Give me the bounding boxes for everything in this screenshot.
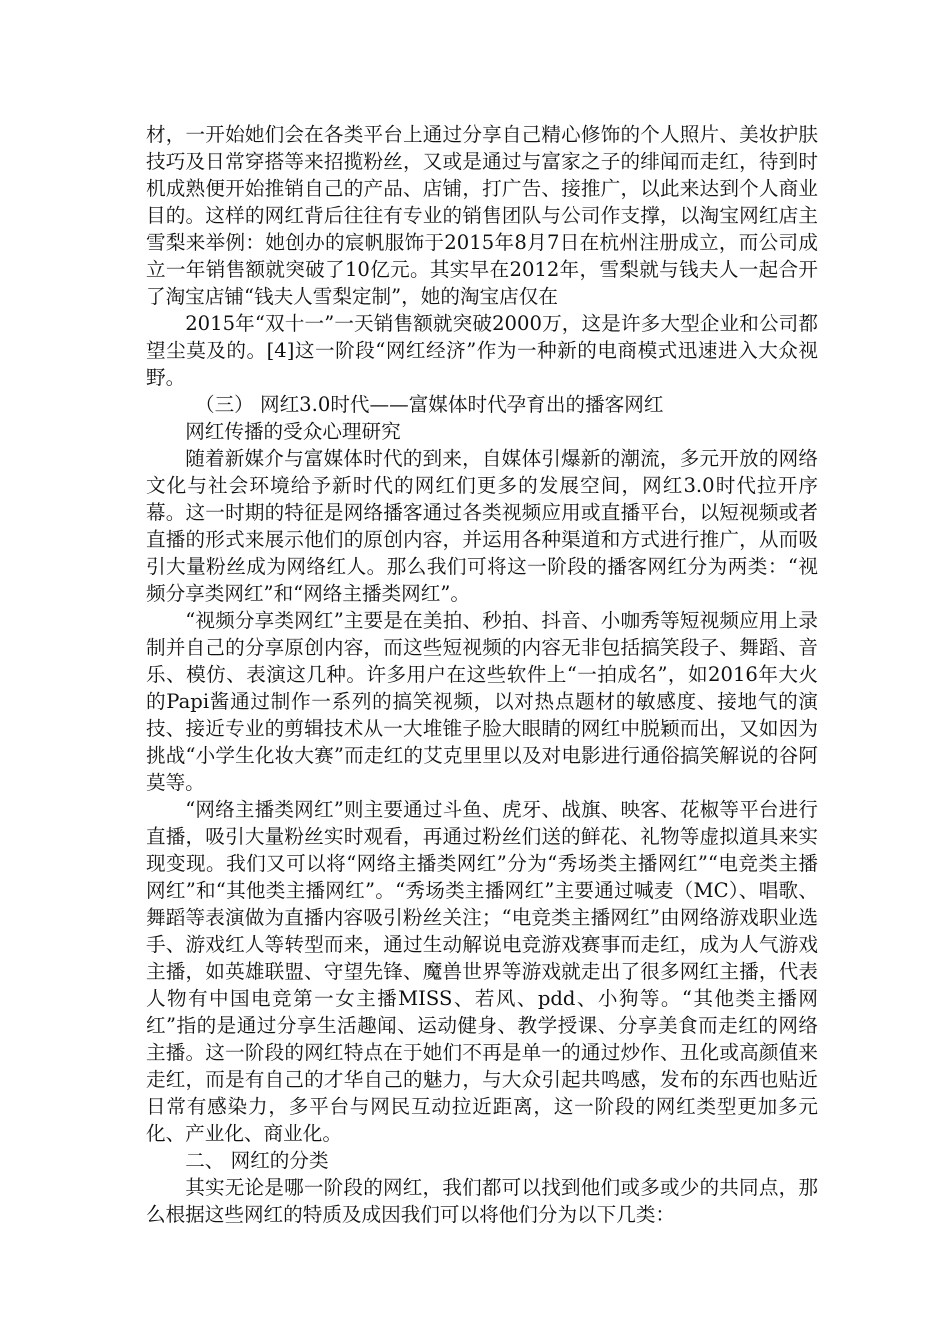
section-heading: 二、 网红的分类 bbox=[185, 1149, 329, 1172]
paragraph: 2015年“双十一”一天销售额就突破2000万，这是许多大型企业和公司都望尘莫及的。[4]这一阶段“网红经济”作为一种新的电商模式迅速进入大众视野。 bbox=[146, 312, 818, 389]
paragraph: 其实无论是哪一阶段的网红，我们都可以找到他们或多或少的共同点，那么根据这些网红的特质及成因我们可以将他们分为以下几类： bbox=[146, 1176, 818, 1226]
paragraph: 随着新媒介与富媒体时代的到来，自媒体引爆新的潮流，多元开放的网络文化与社会环境给予新时代的网红们更多的发展空间，网红3.0时代拉开序幕。这一时期的特征是网络播客通过各类视频应用或直播平台，以短视频或者直播的形式来展示他们的原创内容，并运用各种渠道和方式进行推广，从而吸引大量粉丝成为网络红人。那么我们可将这一阶段的播客网红分为两类：“视频分享类网红”和“网络主播类网红”。 bbox=[146, 447, 818, 605]
section-heading: （三） 网红3.0时代——富媒体时代孕育出的播客网红 bbox=[194, 393, 664, 416]
document-body bbox=[146, 121, 818, 1228]
paragraph: “视频分享类网红”主要是在美拍、秒拍、抖音、小咖秀等短视频应用上录制并自己的分享原创内容，而这些短视频的内容无非包括搞笑段子、舞蹈、音乐、模仿、表演这几种。许多用户在这些软件上“一拍成名”，如2016年大火的Papi酱通过制作一系列的搞笑视频，以对热点题材的敏感度、接地气的演技、接近专业的剪辑技术从一大堆锥子脸大眼睛的网红中脱颖而出，又如因为挑战“小学生化妆大赛”而走红的艾克里里以及对电影进行通俗搞笑解说的谷阿莫等。 bbox=[146, 609, 818, 794]
paragraph: 材，一开始她们会在各类平台上通过分享自己精心修饰的个人照片、美妆护肤技巧及日常穿搭等来招揽粉丝，又或是通过与富家之子的绯闻而走红，待到时机成熟便开始推销自己的产品、店铺，打广告、接推广，以此来达到个人商业目的。这样的网红背后往往有专业的销售团队与公司作支撑，以淘宝网红店主雪梨来举例：她创办的宸帆服饰于2015年8月7日在杭州注册成立，而公司成立一年销售额就突破了10亿元。其实早在2012年，雪梨就与钱夫人一起合开了淘宝店铺“钱夫人雪梨定制”，她的淘宝店仅在 bbox=[146, 123, 818, 308]
section-subheading: 网红传播的受众心理研究 bbox=[185, 420, 401, 443]
paragraph: “网络主播类网红”则主要通过斗鱼、虎牙、战旗、映客、花椒等平台进行直播，吸引大量粉丝实时观看，再通过粉丝们送的鲜花、礼物等虚拟道具来实现变现。我们又可以将“网络主播类网红”分为“秀场类主播网红”“电竞类主播网红”和“其他类主播网红”。“秀场类主播网红”主要通过喊麦（MC）、唱歌、舞蹈等表演做为直播内容吸引粉丝关注；“电竞类主播网红”由网络游戏职业选手、游戏红人等转型而来，通过生动解说电竞游戏赛事而走红，成为人气游戏主播，如英雄联盟、守望先锋、魔兽世界等游戏就走出了很多网红主播，代表人物有中国电竞第一女主播MISS、若风、pdd、小狗等。“其他类主播网红”指的是通过分享生活趣闻、运动健身、教学授课、分享美食而走红的网络主播。这一阶段的网红特点在于她们不再是单一的通过炒作、丑化或高颜值来走红，而是有自己的才华自己的魅力，与大众引起共鸣感，发布的东西也贴近日常有感染力，多平台与网民互动拉近距离，这一阶段的网红类型更加多元化、产业化、商业化。 bbox=[146, 798, 818, 1145]
